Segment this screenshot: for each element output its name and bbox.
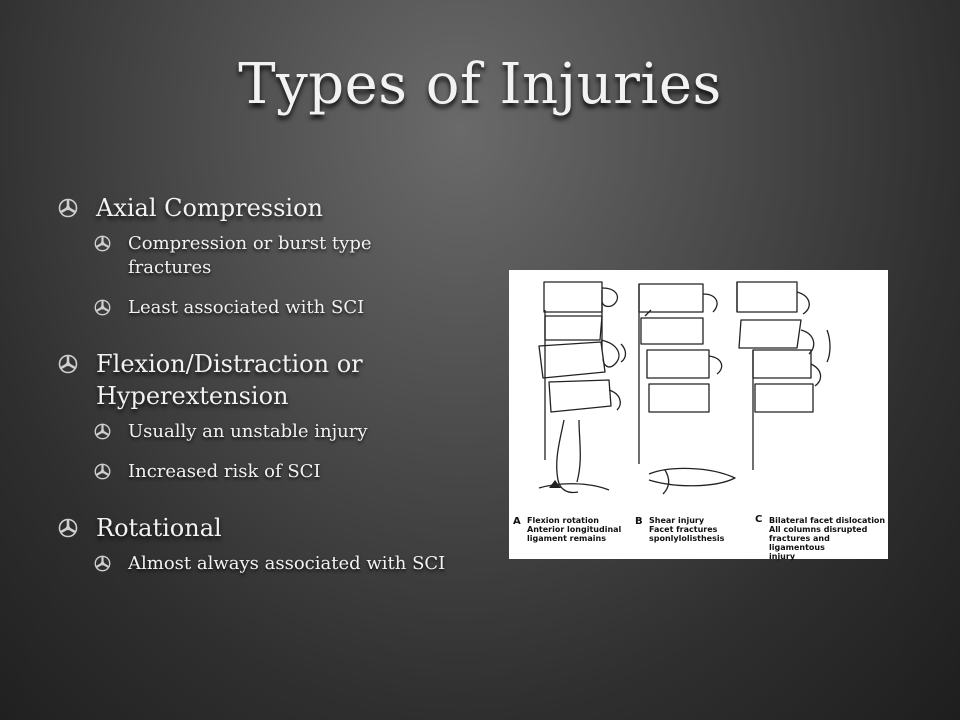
panel-letter-c: C	[755, 514, 763, 525]
slide-title: Types of Injuries	[238, 52, 722, 117]
wheel-bullet-icon	[58, 198, 78, 218]
bullet-text: Rotational	[96, 514, 222, 542]
bullet-flexion-distraction	[58, 348, 458, 412]
sub-bullet	[94, 420, 458, 444]
sub-bullet-text: Usually an unstable injury	[128, 421, 368, 442]
sub-bullet	[94, 460, 458, 484]
wheel-bullet-icon	[58, 518, 78, 538]
sub-bullet-text: Compression or burst type fractures	[128, 233, 372, 278]
bullet-text: Axial Compression	[96, 194, 323, 222]
wheel-bullet-icon	[94, 235, 111, 252]
sub-bullet-text: Least associated with SCI	[128, 297, 365, 318]
bullet-list	[58, 192, 458, 576]
panel-letter-a: A	[513, 516, 521, 527]
panel-a-caption: Flexion rotation Anterior longitudinal ligament remains	[527, 516, 622, 543]
sub-bullet-text: Increased risk of SCI	[128, 461, 321, 482]
wheel-bullet-icon	[58, 354, 78, 374]
spine-injury-figure	[509, 270, 888, 559]
bullet-text: Flexion/Distraction or Hyperextension	[96, 350, 363, 410]
wheel-bullet-icon	[94, 555, 111, 572]
bullet-axial-compression	[58, 192, 458, 224]
panel-b-caption: Shear injury Facet fractures sponlylolisthesis	[649, 516, 725, 543]
bullet-rotational	[58, 512, 458, 544]
panel-letter-b: B	[635, 516, 643, 527]
sub-bullet	[94, 552, 458, 576]
wheel-bullet-icon	[94, 463, 111, 480]
wheel-bullet-icon	[94, 299, 111, 316]
panel-c-caption: Bilateral facet dislocation All columns disrupted fractures and ligamentous injury	[769, 516, 886, 561]
sub-bullet-text: Almost always associated with SCI	[128, 553, 446, 574]
sub-bullet	[94, 296, 458, 320]
wheel-bullet-icon	[94, 423, 111, 440]
sub-bullet	[94, 232, 458, 280]
